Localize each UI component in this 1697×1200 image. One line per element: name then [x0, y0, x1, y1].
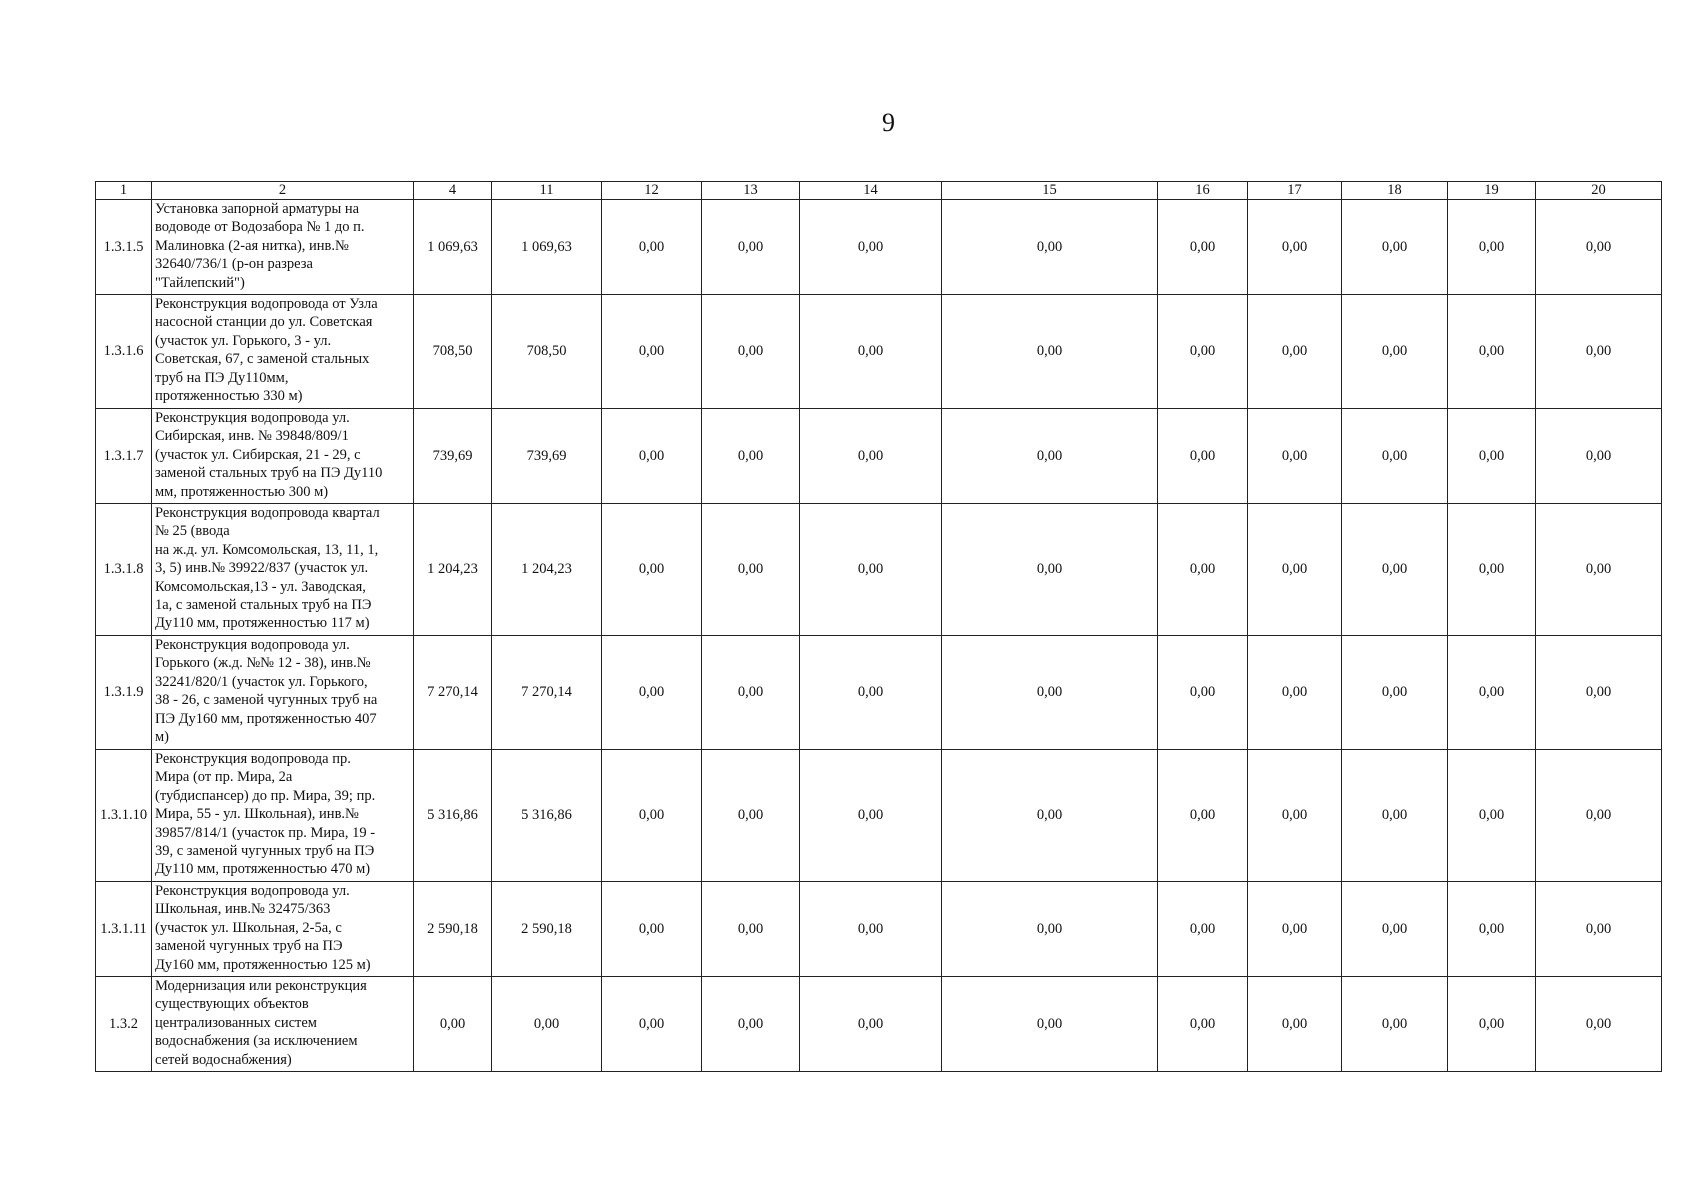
- value-cell: 0,00: [1158, 200, 1248, 295]
- value-cell: 0,00: [1536, 295, 1662, 409]
- column-header: 1: [96, 182, 152, 200]
- value-cell: 0,00: [414, 977, 492, 1072]
- table-row: [96, 750, 1662, 882]
- value-cell: 0,00: [702, 636, 800, 750]
- value-cell: 1 069,63: [414, 200, 492, 295]
- value-cell: 0,00: [1342, 504, 1448, 636]
- value-cell: 0,00: [702, 750, 800, 882]
- row-number: 1.3.1.7: [96, 409, 152, 504]
- value-cell: 0,00: [1158, 882, 1248, 977]
- column-header: 4: [414, 182, 492, 200]
- row-number: 1.3.1.6: [96, 295, 152, 409]
- value-cell: 1 204,23: [414, 504, 492, 636]
- column-header: 14: [800, 182, 942, 200]
- value-cell: 708,50: [414, 295, 492, 409]
- column-number-row: [96, 182, 1662, 200]
- value-cell: 0,00: [1248, 504, 1342, 636]
- value-cell: 0,00: [492, 977, 602, 1072]
- value-cell: 0,00: [1158, 977, 1248, 1072]
- column-header: 17: [1248, 182, 1342, 200]
- value-cell: 0,00: [1158, 750, 1248, 882]
- value-cell: 0,00: [1448, 977, 1536, 1072]
- table-row: [96, 636, 1662, 750]
- row-description: Реконструкция водопровода пр. Мира (от пр. Мира, 2а (тубдиспансер) до пр. Мира, 39; пр. Мира, 55 - ул. Школьная), инв.№ 39857/814/1 (участок пр. Мира, 19 - 39, с заменой чугунных труб на ПЭ Ду110 мм, протяженностью 470 м): [152, 750, 414, 882]
- value-cell: 0,00: [800, 636, 942, 750]
- value-cell: 0,00: [702, 409, 800, 504]
- value-cell: 0,00: [800, 977, 942, 1072]
- investment-table: [95, 181, 1662, 1072]
- value-cell: 0,00: [1342, 295, 1448, 409]
- row-number: 1.3.2: [96, 977, 152, 1072]
- value-cell: 0,00: [1342, 636, 1448, 750]
- value-cell: 0,00: [1158, 409, 1248, 504]
- value-cell: 0,00: [1536, 504, 1662, 636]
- value-cell: 0,00: [1248, 200, 1342, 295]
- value-cell: 0,00: [702, 200, 800, 295]
- value-cell: 0,00: [800, 504, 942, 636]
- value-cell: 0,00: [602, 882, 702, 977]
- value-cell: 0,00: [1536, 977, 1662, 1072]
- table-row: [96, 409, 1662, 504]
- value-cell: 0,00: [1248, 636, 1342, 750]
- value-cell: 0,00: [942, 882, 1158, 977]
- table-row: [96, 295, 1662, 409]
- value-cell: 0,00: [1536, 409, 1662, 504]
- value-cell: 0,00: [1248, 750, 1342, 882]
- value-cell: 0,00: [1342, 200, 1448, 295]
- value-cell: 0,00: [702, 504, 800, 636]
- value-cell: 0,00: [602, 295, 702, 409]
- column-header: 18: [1342, 182, 1448, 200]
- value-cell: 0,00: [1448, 200, 1536, 295]
- value-cell: 0,00: [1342, 882, 1448, 977]
- page-number: 9: [882, 108, 895, 137]
- value-cell: 0,00: [1448, 750, 1536, 882]
- column-header: 13: [702, 182, 800, 200]
- value-cell: 2 590,18: [492, 882, 602, 977]
- table-row: [96, 504, 1662, 636]
- value-cell: 0,00: [1248, 882, 1342, 977]
- value-cell: 0,00: [800, 409, 942, 504]
- value-cell: 0,00: [1536, 636, 1662, 750]
- value-cell: 0,00: [702, 295, 800, 409]
- value-cell: 0,00: [800, 200, 942, 295]
- value-cell: 0,00: [602, 636, 702, 750]
- value-cell: 5 316,86: [414, 750, 492, 882]
- value-cell: 0,00: [1536, 200, 1662, 295]
- column-header: 16: [1158, 182, 1248, 200]
- table-row: [96, 200, 1662, 295]
- value-cell: 0,00: [602, 504, 702, 636]
- value-cell: 0,00: [1448, 409, 1536, 504]
- value-cell: 0,00: [1342, 750, 1448, 882]
- value-cell: 7 270,14: [492, 636, 602, 750]
- value-cell: 0,00: [1158, 636, 1248, 750]
- row-number: 1.3.1.9: [96, 636, 152, 750]
- value-cell: 0,00: [1536, 750, 1662, 882]
- value-cell: 0,00: [942, 295, 1158, 409]
- row-number: 1.3.1.11: [96, 882, 152, 977]
- value-cell: 739,69: [492, 409, 602, 504]
- row-description: Реконструкция водопровода от Узла насосной станции до ул. Советская (участок ул. Горького, 3 - ул. Советская, 67, с заменой стальных труб на ПЭ Ду110мм, протяженностью 330 м): [152, 295, 414, 409]
- table-row: [96, 882, 1662, 977]
- table-row: [96, 977, 1662, 1072]
- value-cell: 2 590,18: [414, 882, 492, 977]
- column-header: 2: [152, 182, 414, 200]
- column-header: 15: [942, 182, 1158, 200]
- row-description: Реконструкция водопровода квартал № 25 (ввода на ж.д. ул. Комсомольская, 13, 11, 1, 3, 5) инв.№ 39922/837 (участок ул. Комсомольская,13 - ул. Заводская, 1а, с заменой стальных труб на ПЭ Ду110 мм, протяженностью 117 м): [152, 504, 414, 636]
- value-cell: 0,00: [602, 750, 702, 882]
- value-cell: 0,00: [1248, 295, 1342, 409]
- value-cell: 1 204,23: [492, 504, 602, 636]
- column-header: 11: [492, 182, 602, 200]
- value-cell: 0,00: [602, 200, 702, 295]
- row-description: Модернизация или реконструкция существующих объектов централизованных систем водоснабжения (за исключением сетей водоснабжения): [152, 977, 414, 1072]
- column-header: 12: [602, 182, 702, 200]
- value-cell: 0,00: [702, 882, 800, 977]
- column-header: 19: [1448, 182, 1536, 200]
- row-description: Реконструкция водопровода ул. Школьная, инв.№ 32475/363 (участок ул. Школьная, 2-5а, с заменой чугунных труб на ПЭ Ду160 мм, протяженностью 125 м): [152, 882, 414, 977]
- row-number: 1.3.1.5: [96, 200, 152, 295]
- value-cell: 0,00: [1448, 882, 1536, 977]
- value-cell: 0,00: [1342, 977, 1448, 1072]
- value-cell: 7 270,14: [414, 636, 492, 750]
- row-description: Реконструкция водопровода ул. Сибирская, инв. № 39848/809/1 (участок ул. Сибирская, 21 - 29, с заменой стальных труб на ПЭ Ду110 мм, протяженностью 300 м): [152, 409, 414, 504]
- value-cell: 0,00: [1448, 295, 1536, 409]
- value-cell: 0,00: [602, 409, 702, 504]
- value-cell: 0,00: [942, 977, 1158, 1072]
- value-cell: 1 069,63: [492, 200, 602, 295]
- column-header: 20: [1536, 182, 1662, 200]
- row-number: 1.3.1.10: [96, 750, 152, 882]
- value-cell: 0,00: [1448, 636, 1536, 750]
- value-cell: 708,50: [492, 295, 602, 409]
- value-cell: 0,00: [942, 750, 1158, 882]
- value-cell: 0,00: [800, 750, 942, 882]
- value-cell: 0,00: [1536, 882, 1662, 977]
- row-number: 1.3.1.8: [96, 504, 152, 636]
- value-cell: 0,00: [1158, 295, 1248, 409]
- value-cell: 5 316,86: [492, 750, 602, 882]
- value-cell: 0,00: [942, 200, 1158, 295]
- value-cell: 739,69: [414, 409, 492, 504]
- value-cell: 0,00: [1448, 504, 1536, 636]
- value-cell: 0,00: [800, 295, 942, 409]
- row-description: Установка запорной арматуры на водоводе от Водозабора № 1 до п. Малиновка (2-ая нитка), инв.№ 32640/736/1 (р-он разреза "Тайлепский"): [152, 200, 414, 295]
- value-cell: 0,00: [942, 636, 1158, 750]
- value-cell: 0,00: [702, 977, 800, 1072]
- value-cell: 0,00: [602, 977, 702, 1072]
- value-cell: 0,00: [1342, 409, 1448, 504]
- value-cell: 0,00: [1248, 977, 1342, 1072]
- value-cell: 0,00: [1248, 409, 1342, 504]
- value-cell: 0,00: [942, 504, 1158, 636]
- value-cell: 0,00: [942, 409, 1158, 504]
- value-cell: 0,00: [1158, 504, 1248, 636]
- row-description: Реконструкция водопровода ул. Горького (ж.д. №№ 12 - 38), инв.№ 32241/820/1 (участок ул. Горького, 38 - 26, с заменой чугунных труб на ПЭ Ду160 мм, протяженностью 407 м): [152, 636, 414, 750]
- value-cell: 0,00: [800, 882, 942, 977]
